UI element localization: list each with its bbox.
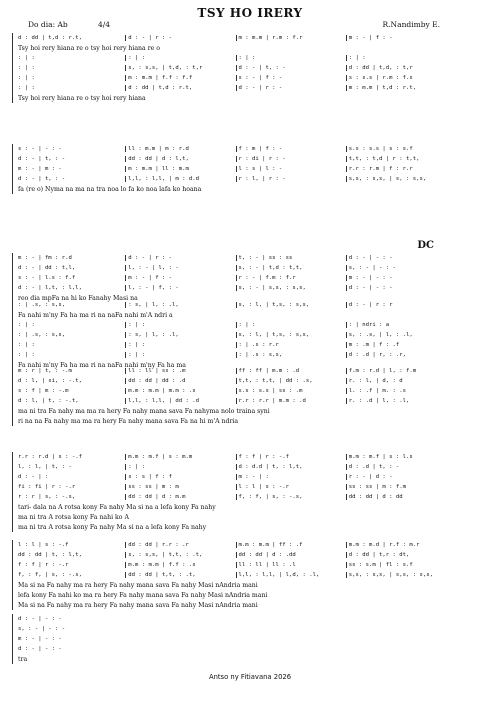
measure-group: d : - | - : - <box>346 285 456 291</box>
measure-group: ll : m.m | m : r.d <box>125 146 235 152</box>
measure-group: : | : <box>18 65 35 71</box>
voice-row <box>16 452 456 462</box>
voice-row <box>16 560 456 570</box>
measure-group: l, : - | f, : - <box>125 285 235 291</box>
measure-group: ll : ll | ll : .l <box>236 562 346 568</box>
voice-row <box>16 462 456 472</box>
measure-group: d : - | t, : - <box>18 176 66 182</box>
score-system <box>16 614 92 664</box>
dc-marker: DC <box>417 240 434 251</box>
lyric-line: fa (re o) Nyma na ma na tra noa lo fa ko noa lafa ko hoana <box>18 185 202 193</box>
measure-group: dd : dd | d : .dd <box>236 552 346 558</box>
measure-group: ss : ss | m : m <box>125 484 235 490</box>
measure-group: d : dd | t,d : r.t, <box>125 85 235 91</box>
measure-group: m : - | f : - <box>125 275 235 281</box>
measure-group: s.s : s.s | ss : .m <box>236 388 346 394</box>
lyric-line: Fa nahi m'ny Fa ha ma ri na naFa nahi m'ny Fa ha ma <box>18 361 186 369</box>
voice-row <box>16 253 456 263</box>
measure-group: d : l, | t, : -.t, <box>18 398 79 404</box>
measure-group: m.m : m.m | m.m : .s <box>125 388 235 394</box>
measure-group: : | : <box>125 342 235 348</box>
system-bracket <box>12 33 13 103</box>
voice-row <box>16 83 456 93</box>
measure-group: l : s | l : - <box>236 166 346 172</box>
measure-group: d : d.d | t, : l,t, <box>236 464 346 470</box>
measure-group: l, : l, | t, : - <box>18 464 72 470</box>
voice-row <box>16 63 456 73</box>
measure-group: d : l, | si, : -.t, <box>18 378 82 384</box>
measure-group: s, : l, | t,s, : s,s, <box>236 302 346 308</box>
measure-group: s : - | f : - <box>236 75 346 81</box>
measure-group: : | : <box>18 322 35 328</box>
score-system <box>16 540 456 610</box>
score-system <box>16 33 456 103</box>
measure-group: m : m.m | r.m : f.r <box>236 35 346 41</box>
measure-group: : s, | l, : .l, <box>125 332 235 338</box>
key-signature: Do dia: Ab <box>28 20 68 29</box>
footer-text: Antso ny Fitiavana 2026 <box>208 673 292 681</box>
measure-group: s : - | - : - <box>18 146 62 152</box>
measure-group: r : di | r : - <box>236 156 346 162</box>
measure-group: : | : <box>125 464 235 470</box>
measure-group: r : - | d : - <box>346 474 456 480</box>
system-bracket <box>12 253 13 303</box>
measure-group: m.m : m.f | s : l.s <box>346 454 456 460</box>
measure-group: f.m : r.d | l, : f.m <box>346 368 456 374</box>
lyric-line: Tsy hoi rery hiana re o tsy hoi rery hiana <box>18 94 146 102</box>
measure-group: d : dd | t,r : dt, <box>346 552 456 558</box>
lyric-line: ma ni tra A rotsa kony Fa nahy Ma si na a lefa kony Fa nahy <box>18 523 207 531</box>
measure-group: d : - | t, : - <box>236 65 346 71</box>
measure-group: d : - | r : - <box>236 85 346 91</box>
measure-group: l. : .f | m. : .s <box>346 388 456 394</box>
measure-group: m.m : m.m | ff : .f <box>236 542 346 548</box>
measure-group: dd : dd | d : l,t, <box>125 156 235 162</box>
lyric-line: lefa kony Fa nahi ko ma ra hery Fa nahy mana sava Fa nahy Masi nAndria mani <box>18 591 268 599</box>
measure-group: m : m.m | t,d : r.t, <box>346 85 456 91</box>
measure-group: t,t, : t,d | r : t,t, <box>346 156 456 162</box>
measure-group: dd : dd | t,t, : .t, <box>125 572 235 578</box>
voice-row <box>16 73 456 83</box>
measure-group: s : - | l.s : f.f <box>18 275 76 281</box>
measure-group: m : m.m | f.f : f.f <box>125 75 235 81</box>
measure-group: m.m : m.m | f.f : .s <box>125 562 235 568</box>
lyric-line: tra <box>18 655 28 663</box>
measure-group: t, : - | ss : ss <box>236 255 346 261</box>
measure-group: f : m | f : - <box>236 146 346 152</box>
measure-group: f, : f, | s, : -.s, <box>236 494 346 500</box>
measure-group: d : - | r : r <box>346 302 456 308</box>
score-system <box>16 452 456 532</box>
measure-group: : | : <box>18 75 35 81</box>
measure-group: ll : ll | ss : .m <box>125 368 235 374</box>
measure-group: d : - | l,t, : l,l, <box>18 285 82 291</box>
system-bracket <box>12 452 13 532</box>
voice-row <box>16 472 456 482</box>
measure-group: r.r : r.r | m.m : .d <box>236 398 346 404</box>
measure-group: dd : dd | dd : .d <box>125 378 235 384</box>
measure-group: fi : fi | r : -.r <box>18 484 76 490</box>
measure-group: d : - | - : - <box>18 616 62 622</box>
measure-group: l : l | s : -.r <box>236 484 346 490</box>
score-system <box>16 300 456 370</box>
measure-group: l,l, : l,l, | l,d, : .l, <box>236 572 346 578</box>
measure-group: dd : dd | d : dd <box>346 494 456 500</box>
measure-group: m : - | - : - <box>346 275 456 281</box>
system-bracket <box>12 614 13 664</box>
measure-group: l,l, : l,l, | dd : .d <box>125 398 235 404</box>
measure-group: : | .s, : s,s, <box>18 332 66 338</box>
measure-group: s, : - | t,d : t,t, <box>236 265 346 271</box>
voice-row <box>16 540 456 550</box>
composer: R.Nandimby E. <box>382 20 440 29</box>
measure-group: m : - | fm : r.d <box>18 255 72 261</box>
measure-group: r. : l, | d, : d <box>346 378 456 384</box>
measure-group: m : r | t, : -.m <box>18 368 72 374</box>
measure-group: m.m : m.f | s : m.m <box>125 454 235 460</box>
measure-group: : s, | l, : .l, <box>125 302 235 308</box>
lyric-line: Tsy hoi rery hiana re o tsy hoi rery hiana re o <box>18 44 161 52</box>
measure-group: s, : l, | t,s, : s,s, <box>236 332 346 338</box>
lyric-line: Ma si na Fa nahy ma ra hery Fa nahy mana sava Fa nahy Masi nAndria mani <box>18 601 258 609</box>
voice-row <box>16 263 456 273</box>
voice-row <box>16 634 92 644</box>
voice-row <box>16 366 456 376</box>
lyric-line: tari- dala na A rotsa kony Fa nahy Ma si na a lefa kony Fa nahy <box>18 503 216 511</box>
measure-group: d : dd | t,d, : t,r <box>346 65 456 71</box>
measure-group: d : - | : <box>18 474 49 480</box>
measure-group: ff : ff | m.m : .d <box>236 368 346 374</box>
measure-group: d : - | dd : t,l, <box>18 265 76 271</box>
lyric-line: reo dia mpFa na hi ko Fanahy Masi na <box>18 294 138 302</box>
measure-group: d : - | t, : - <box>18 156 66 162</box>
voice-row <box>16 273 456 283</box>
measure-group: m.m : m.d | r.f : m.r <box>346 542 456 548</box>
measure-group: : | : <box>18 342 35 348</box>
lyric-line: Fa nahi m'ny Fa ha ma ri na naFa nahi m'A ndri a <box>18 311 173 319</box>
voice-row <box>16 386 456 396</box>
voice-row <box>16 482 456 492</box>
score-system <box>16 366 456 426</box>
measure-group: : | : <box>236 322 346 328</box>
measure-group: : | : <box>18 55 35 61</box>
score-system <box>16 253 456 303</box>
lyric-line: ri na na Fa nahy ma ma ra hery Fa nahy mana sava Fa na hi m'A ndria <box>18 417 239 425</box>
system-bracket <box>12 144 13 194</box>
voice-row <box>16 174 456 184</box>
score-system <box>16 144 456 194</box>
measure-group: s, : s,s, | t,t, : .t, <box>125 552 235 558</box>
measure-group: s : f | m : -.m <box>18 388 69 394</box>
lyric-line: ma ni tra Fa nahy ma ma ra hery Fa nahy mana sava Fa nahyma nolo traina syni <box>18 407 270 415</box>
measure-group: s,s, : s,s, | s,s, : s,s, <box>346 572 456 578</box>
measure-group: f : f | r : -.f <box>236 454 346 460</box>
system-bracket <box>12 366 13 426</box>
measure-group: dd : dd | t, : l,t, <box>18 552 82 558</box>
measure-group: r. : .d | l, : .l, <box>346 398 456 404</box>
measure-group: : | : <box>346 55 456 61</box>
measure-group: t,t, : t,t, | dd : .s, <box>236 378 346 384</box>
measure-group: l, : - | l, : - <box>125 265 235 271</box>
measure-group: : | : <box>125 352 235 358</box>
measure-group: r : - | f.m : f.r <box>236 275 346 281</box>
measure-group: : | : <box>125 322 235 328</box>
measure-group: s, : - | s,s, : s,s, <box>236 285 346 291</box>
measure-group: : | : <box>18 352 35 358</box>
song-title: TSY HO IRERY <box>197 6 303 20</box>
measure-group: d : - | r : - <box>125 35 235 41</box>
measure-group: d : - | r : - <box>125 255 235 261</box>
system-bracket <box>12 540 13 610</box>
measure-group: d : .d | t, : - <box>346 464 456 470</box>
voice-row <box>16 53 456 63</box>
measure-group: s, : s,s, | t,d, : t,r <box>125 65 235 71</box>
measure-group: d : .d | r, : .r, <box>346 352 456 358</box>
voice-row <box>16 396 456 406</box>
measure-group: m : - | m : - <box>18 166 62 172</box>
measure-group: s : s.s | r.m : f.s <box>346 75 456 81</box>
voice-row <box>16 550 456 560</box>
measure-group: : | : <box>236 55 346 61</box>
measure-group: s, : - | - : - <box>346 265 456 271</box>
measure-group: d : dd | t,d : r.t, <box>18 35 82 41</box>
voice-row <box>16 300 456 310</box>
voice-row <box>16 283 456 293</box>
measure-group: : | .s, : s,s, <box>18 302 66 308</box>
voice-row <box>16 320 456 330</box>
measure-group: f, : f, | s, : -.s, <box>18 572 82 578</box>
measure-group: : | ndri : a <box>346 322 456 328</box>
measure-group: s,s, : s,s, | s, : s,s, <box>346 176 456 182</box>
measure-group: m : m.m | ll : m.m <box>125 166 235 172</box>
measure-group: : | : <box>125 55 235 61</box>
measure-group: d : - | - : - <box>18 646 62 652</box>
measure-group: dd : dd | r.r : .r <box>125 542 235 548</box>
measure-group: m : .m | f : .f <box>346 342 456 348</box>
system-bracket <box>12 300 13 370</box>
measure-group: : | .s : s,s, <box>236 352 346 358</box>
voice-row <box>16 624 92 634</box>
measure-group: r.r : r.m | f : r.r <box>346 166 456 172</box>
measure-group: m : - | : <box>236 474 346 480</box>
measure-group: : | .s : r.r <box>236 342 346 348</box>
voice-row <box>16 570 456 580</box>
measure-group: ss : ss | m : f.m <box>346 484 456 490</box>
measure-group: dd : dd | d : m.m <box>125 494 235 500</box>
voice-row <box>16 340 456 350</box>
voice-row <box>16 154 456 164</box>
measure-group: m : - | - : - <box>18 636 62 642</box>
voice-row <box>16 614 92 624</box>
voice-row <box>16 164 456 174</box>
voice-row <box>16 492 456 502</box>
measure-group: s, : - | - : - <box>18 626 66 632</box>
measure-group: r : r | s, : -.s, <box>18 494 76 500</box>
measure-group: s : s | f : f <box>125 474 235 480</box>
measure-group: r.r : r.d | s : -.f <box>18 454 82 460</box>
voice-row <box>16 144 456 154</box>
measure-group: r : l, | r : - <box>236 176 346 182</box>
measure-group: l,l, : l,l, | m : d.d <box>125 176 235 182</box>
measure-group: d : - | - : - <box>346 255 456 261</box>
measure-group: m : - | f : - <box>346 35 456 41</box>
measure-group: ss : s.m | fl : s.f <box>346 562 456 568</box>
time-signature: 4/4 <box>98 20 111 29</box>
voice-row <box>16 330 456 340</box>
voice-row <box>16 33 456 43</box>
voice-row <box>16 644 92 654</box>
measure-group: l : l | s : -.f <box>18 542 69 548</box>
lyric-line: Ma si na Fa nahy ma ra hery Fa nahy mana sava Fa nahy Masi nAndria mani <box>18 581 258 589</box>
voice-row <box>16 350 456 360</box>
lyric-line: ma ni tra A rotsa kony Fa nahi ko A <box>18 513 129 521</box>
measure-group: s.s : s.s | s : s.f <box>346 146 456 152</box>
measure-group: : | : <box>18 85 35 91</box>
measure-group: f : f | r : -.r <box>18 562 69 568</box>
voice-row <box>16 376 456 386</box>
measure-group: s, : .s, | l, : .l, <box>346 332 456 338</box>
